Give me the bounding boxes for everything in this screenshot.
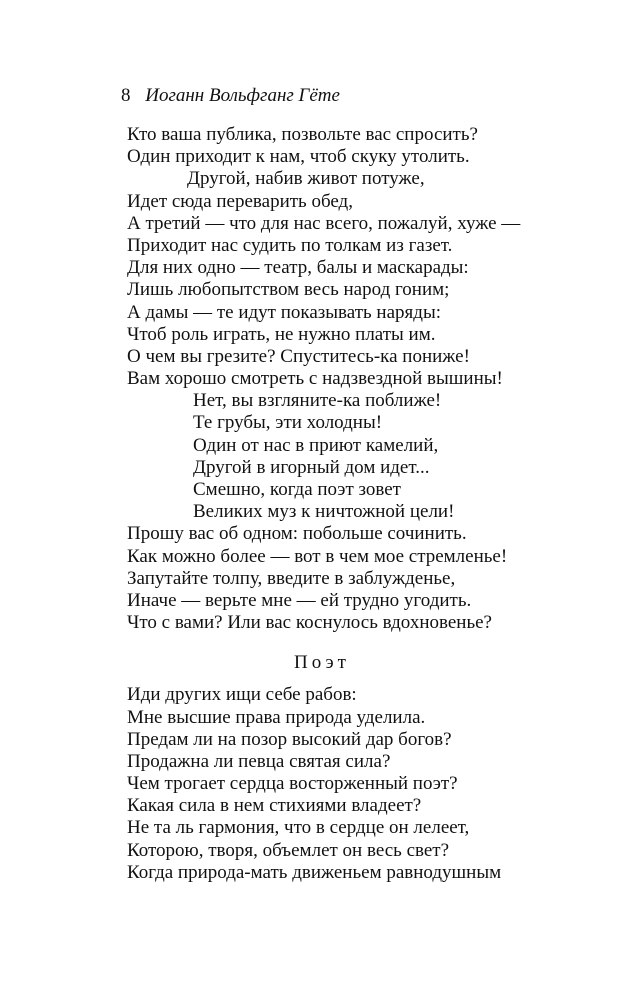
verse-line: Один от нас в приют камелий,: [193, 434, 439, 456]
verse-line: Смешно, когда поэт зовет: [193, 479, 401, 500]
verse-line: А дамы — те идут показывать наряды:: [127, 301, 441, 323]
verse-line: Лишь любопытством весь народ гоним;: [127, 279, 450, 301]
verse-line: Приходит нас судить по толкам из газет.: [127, 234, 453, 256]
verse-line: Предам ли на позор высокий дар богов?: [127, 728, 452, 750]
verse-line: А третий — что для нас всего, пожалуй, хуже —: [127, 212, 521, 234]
verse-line: Чем трогает сердца восторженный поэт?: [127, 773, 458, 795]
verse-line: Идет сюда переварить обед,: [127, 190, 353, 212]
verse-line: Вам хорошо смотреть с надзвездной вышины!: [127, 368, 503, 390]
verse-line: Нет, вы взгляните-ка поближе!: [193, 390, 442, 412]
verse-line: Мне высшие права природа уделила.: [127, 706, 426, 728]
verse-line: Запутайте толпу, введите в заблужденье,: [127, 567, 456, 589]
verse-line: Когда природа-мать движеньем равнодушным: [127, 861, 502, 883]
verse-line: Прошу вас об одном: побольше сочинить.: [127, 523, 467, 545]
verse-text: [127, 124, 527, 884]
verse-line: Какая сила в нем стихиями владеет?: [127, 795, 422, 817]
verse-line: Другой, набив живот потуже,: [187, 168, 425, 190]
verse-line: Один приходит к нам, чтоб скуку утолить.: [127, 146, 470, 168]
running-head: [121, 84, 340, 108]
verse-line: Которою, творя, объемлет он весь свет?: [127, 839, 450, 861]
verse-line: Не та ль гармония, что в сердце он лелеет,: [127, 817, 470, 839]
verse-line: Другой в игорный дом идет...: [193, 456, 430, 478]
verse-line: Для них одно — театр, балы и маскарады:: [127, 257, 469, 279]
author-name: Иоганн Вольфганг Гёте: [145, 85, 340, 106]
verse-line: Великих муз к ничтожной цели!: [193, 501, 455, 523]
verse-line: Продажна ли певца святая сила?: [127, 750, 391, 772]
verse-line: Кто ваша публика, позвольте вас спросить?: [127, 124, 478, 145]
verse-line: Те грубы, эти холодны!: [193, 412, 383, 434]
verse-line: Что с вами? Или вас коснулось вдохновенье?: [127, 612, 492, 634]
verse-line: Как можно более — вот в чем мое стремленье!: [127, 545, 508, 567]
verse-line: Иначе — верьте мне — ей трудно угодить.: [127, 589, 472, 611]
verse-line: Иди других ищи себе рабов:: [127, 684, 357, 706]
verse-line: Чтоб роль играть, не нужно платы им.: [127, 323, 436, 345]
page-number: 8: [121, 85, 131, 106]
verse-line: О чем вы грезите? Спуститесь-ка пониже!: [127, 345, 470, 367]
speaker-heading: Поэт: [294, 652, 350, 674]
